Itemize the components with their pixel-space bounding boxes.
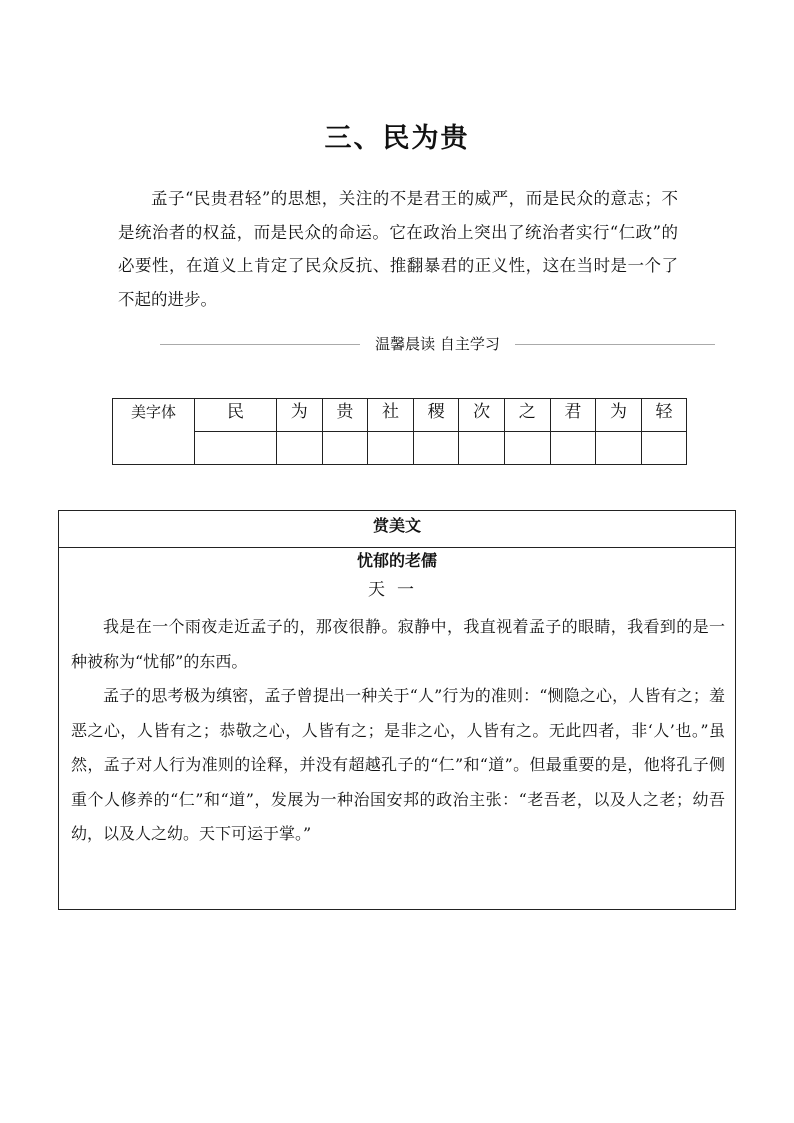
char-cell: 为 [596, 399, 642, 432]
intro-paragraph: 孟子“民贵君轻”的思想，关注的不是君王的威严，而是民众的意志；不是统治者的权益，而是民众的命运。它在政治上突出了统治者实行“仁政”的必要性，在道义上肯定了民众反抗、推翻暴君的正义性，这在当时是一个了不起的进步。 [118, 189, 678, 309]
char-cell: 君 [550, 399, 596, 432]
char-cell: 之 [504, 399, 550, 432]
page-title: 三、民为贵 [324, 123, 470, 154]
practice-cell[interactable] [277, 432, 323, 465]
practice-cell[interactable] [195, 432, 277, 465]
practice-cell[interactable] [504, 432, 550, 465]
section-divider [160, 333, 720, 355]
essay-section-header: 赏美文 [59, 511, 735, 548]
character-practice-table [112, 398, 687, 465]
practice-cell[interactable] [322, 432, 368, 465]
divider-label: 温馨晨读 自主学习 [375, 335, 500, 353]
practice-cell[interactable] [459, 432, 505, 465]
practice-cell[interactable] [596, 432, 642, 465]
char-cell: 轻 [641, 399, 687, 432]
practice-cell[interactable] [550, 432, 596, 465]
essay-paragraph: 我是在一个雨夜走近孟子的，那夜很静。寂静中，我直视着孟子的眼睛，我看到的是一种被称为“忧郁”的东西。 [71, 617, 725, 671]
char-cell: 次 [459, 399, 505, 432]
essay-author: 天一 [368, 580, 426, 600]
char-cell: 为 [277, 399, 323, 432]
table-row-practice [113, 432, 687, 465]
practice-cell[interactable] [641, 432, 687, 465]
essay-title: 忧郁的老儒 [356, 551, 437, 570]
char-cell: 社 [368, 399, 414, 432]
char-cell: 稷 [413, 399, 459, 432]
divider-line-right [515, 344, 715, 345]
table-header-cell: 美字体 [113, 399, 195, 465]
table-row-characters [113, 399, 687, 432]
essay-paragraph: 孟子的思考极为缜密，孟子曾提出一种关于“人”行为的准则：“恻隐之心，人皆有之；羞恶之心，人皆有之；恭敬之心，人皆有之；是非之心，人皆有之。无此四者，非‘人’也。”虽然，孟子对人行为准则的诠释，并没有超越孔子的“仁”和“道”。但最重要的是，他将孔子侧重个人修养的“仁”和“道”，发展为一种治国安邦的政治主张：“老吾老，以及人之老；幼吾幼，以及人之幼。天下可运于掌。” [71, 686, 725, 843]
char-cell: 贵 [322, 399, 368, 432]
char-cell: 民 [195, 399, 277, 432]
divider-line-left [160, 344, 360, 345]
practice-cell[interactable] [368, 432, 414, 465]
essay-box [58, 510, 736, 910]
practice-cell[interactable] [413, 432, 459, 465]
